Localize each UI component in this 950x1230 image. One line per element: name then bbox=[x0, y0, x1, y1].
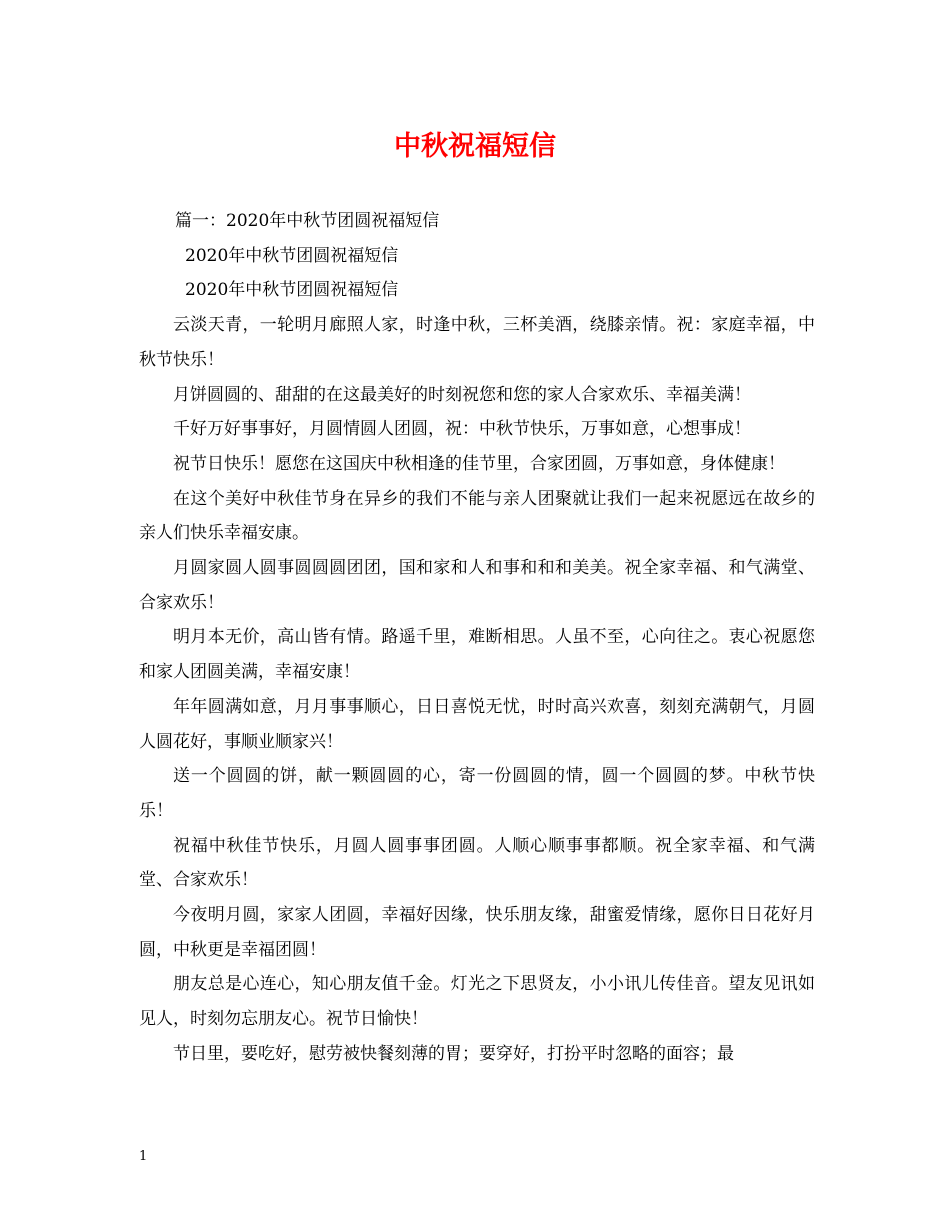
paragraph: 祝节日快乐！愿您在这国庆中秋相逢的佳节里，合家团圆，万事如意，身体健康！ bbox=[173, 453, 785, 474]
paragraph: 月饼圆圆的、甜甜的在这最美好的时刻祝您和您的家人合家欢乐、幸福美满！ bbox=[173, 384, 751, 405]
paragraph: 送一个圆圆的饼，献一颗圆圆的心，寄一份圆圆的情，圆一个圆圆的梦。中秋节快乐！ bbox=[139, 766, 815, 821]
paragraph: 月圆家圆人圆事圆圆圆团团，国和家和人和事和和和美美。祝全家幸福、和气满堂、合家欢乐！ bbox=[139, 558, 815, 613]
paragraph: 朋友总是心连心，知心朋友值千金。灯光之下思贤友，小小讯儿传佳音。望友见讯如见人，时刻勿忘朋友心。祝节日愉快！ bbox=[139, 974, 815, 1030]
subheading: 2020年中秋节团圆祝福短信 bbox=[185, 245, 399, 266]
page-number: 1 bbox=[139, 1149, 148, 1164]
subheading: 2020年中秋节团圆祝福短信 bbox=[185, 280, 399, 301]
paragraph: 年年圆满如意，月月事事顺心，日日喜悦无忧，时时高兴欢喜，刻刻充满朝气，月圆人圆花好，事顺业顺家兴！ bbox=[139, 696, 815, 752]
section-heading: 篇一：2020年中秋节团圆祝福短信 bbox=[175, 211, 440, 231]
paragraph: 祝福中秋佳节快乐，月圆人圆事事团圆。人顺心顺事事都顺。祝全家幸福、和气满堂、合家欢乐！ bbox=[139, 835, 815, 891]
paragraph: 节日里，要吃好，慰劳被快餐刻薄的胃；要穿好，打扮平时忽略的面容；最 bbox=[173, 1043, 734, 1064]
document-title: 中秋祝福短信 bbox=[394, 131, 556, 162]
paragraph: 今夜明月圆，家家人团圆，幸福好因缘，快乐朋友缘，甜蜜爱情缘，愿你日日花好月圆，中秋更是幸福团圆！ bbox=[139, 905, 815, 960]
document-body bbox=[139, 204, 815, 1072]
paragraph: 千好万好事事好，月圆情圆人团圆，祝：中秋节快乐，万事如意，心想事成！ bbox=[173, 419, 751, 440]
paragraph: 在这个美好中秋佳节身在异乡的我们不能与亲人团聚就让我们一起来祝愿远在故乡的亲人们快乐幸福安康。 bbox=[139, 488, 815, 544]
paragraph: 明月本无价，高山皆有情。路遥千里，难断相思。人虽不至，心向往之。衷心祝愿您和家人团圆美满，幸福安康！ bbox=[139, 627, 815, 683]
paragraph: 云淡天青，一轮明月廊照人家，时逢中秋，三杯美酒，绕膝亲情。祝：家庭幸福，中秋节快乐！ bbox=[139, 315, 815, 370]
